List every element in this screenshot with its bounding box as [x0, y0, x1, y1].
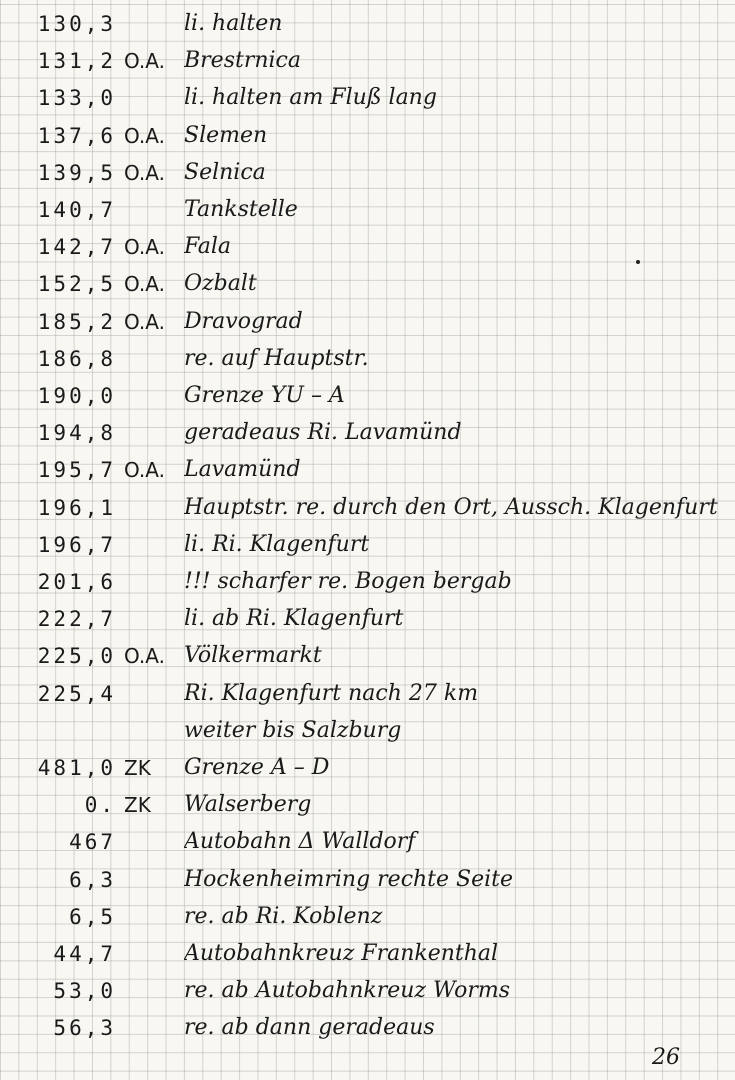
km-value: 481,0 [37, 756, 116, 780]
km-value: 195,7 [37, 458, 116, 483]
direction-note: li. ab Ri. Klagenfurt [184, 606, 404, 632]
direction-note: Hockenheimring rechte Seite [184, 866, 514, 892]
direction-note: li. halten am Fluß lang [184, 85, 437, 111]
log-row [0, 824, 735, 860]
log-row [0, 713, 735, 749]
km-value: 131,2 [37, 49, 116, 74]
direction-note: weiter bis Salzburg [184, 717, 402, 743]
log-row [0, 564, 735, 600]
log-row [0, 862, 735, 898]
direction-note: Selnica [184, 159, 266, 185]
direction-note: Lavamünd [184, 457, 301, 483]
km-value: 53,0 [53, 979, 116, 1004]
direction-note: Grenze A – D [184, 755, 330, 780]
km-value: 137,6 [37, 123, 116, 148]
km-value: 56,3 [53, 1016, 116, 1041]
direction-note: re. ab Ri. Koblenz [184, 903, 383, 929]
km-value: 140,7 [37, 198, 116, 222]
km-value: 222,7 [37, 607, 116, 632]
direction-note: Autobahnkreuz Frankenthal [184, 941, 499, 966]
direction-note: Ri. Klagenfurt nach 27 km [184, 680, 479, 706]
km-value: 201,6 [37, 570, 116, 594]
direction-note: geradeaus Ri. Lavamünd [184, 420, 462, 446]
km-value: 133,0 [37, 86, 116, 111]
km-value: 152,5 [37, 272, 116, 297]
direction-note: Grenze YU – A [184, 383, 345, 408]
page-number: 26 [652, 1045, 680, 1070]
direction-note: Brestrnica [184, 48, 301, 74]
km-value: 196,1 [37, 495, 116, 520]
place-tag: O.A. [124, 235, 165, 260]
km-value: 196,7 [37, 532, 116, 557]
place-tag: O.A. [124, 49, 165, 74]
place-tag: O.A. [124, 644, 165, 669]
direction-note: re. ab dann geradeaus [184, 1015, 435, 1041]
log-row [0, 601, 735, 637]
log-row [0, 787, 735, 823]
km-value: 467 [69, 830, 116, 855]
direction-note: !!! scharfer re. Bogen bergab [184, 569, 512, 594]
log-row [0, 155, 735, 191]
direction-note: re. auf Hauptstr. [184, 345, 369, 371]
km-value: 6,5 [69, 904, 116, 929]
direction-note: Dravograd [184, 308, 303, 334]
log-row [0, 43, 735, 79]
km-value: 6,3 [69, 867, 116, 892]
direction-note: li. Ri. Klagenfurt [184, 531, 370, 557]
km-value: 142,7 [37, 235, 116, 260]
place-tag: O.A. [124, 272, 165, 297]
log-row [0, 973, 735, 1009]
km-value: 225,4 [37, 681, 116, 706]
log-row [0, 1010, 735, 1046]
km-value: 44,7 [53, 942, 116, 966]
log-row [0, 452, 735, 488]
log-row [0, 229, 735, 265]
log-row [0, 676, 735, 712]
direction-note: Ozbalt [184, 271, 257, 297]
km-value: 0. [84, 793, 116, 818]
km-value: 190,0 [37, 384, 116, 408]
log-row [0, 118, 735, 154]
log-row [0, 6, 735, 42]
direction-note: Völkermarkt [184, 643, 322, 669]
log-row [0, 80, 735, 116]
place-tag: ZK [124, 756, 151, 780]
km-value: 194,8 [37, 421, 116, 446]
km-value: 225,0 [37, 644, 116, 669]
log-row [0, 490, 735, 526]
km-value: 139,5 [37, 160, 116, 185]
log-row [0, 936, 735, 972]
direction-note: Tankstelle [184, 197, 298, 222]
place-tag: O.A. [124, 458, 165, 483]
log-row [0, 638, 735, 674]
place-tag: O.A. [124, 160, 165, 185]
direction-note: Hauptstr. re. durch den Ort, Aussch. Klagenfurt [184, 494, 718, 520]
direction-note: re. ab Autobahnkreuz Worms [184, 978, 511, 1004]
direction-note: Walserberg [184, 792, 312, 818]
direction-note: li. halten [184, 11, 283, 36]
log-row [0, 304, 735, 340]
ink-dot [636, 260, 640, 264]
log-row [0, 899, 735, 935]
place-tag: O.A. [124, 123, 165, 148]
direction-note: Autobahn Δ Walldorf [184, 829, 416, 855]
km-value: 130,3 [37, 12, 116, 36]
direction-note: Slemen [184, 122, 268, 148]
direction-note: Fala [184, 234, 232, 260]
log-row [0, 415, 735, 451]
log-row [0, 378, 735, 414]
place-tag: O.A. [124, 309, 165, 334]
log-row [0, 341, 735, 377]
km-value: 185,2 [37, 309, 116, 334]
km-value: 186,8 [37, 346, 116, 371]
place-tag: ZK [124, 793, 151, 818]
log-row [0, 266, 735, 302]
log-row [0, 527, 735, 563]
log-row [0, 192, 735, 228]
log-row [0, 750, 735, 786]
